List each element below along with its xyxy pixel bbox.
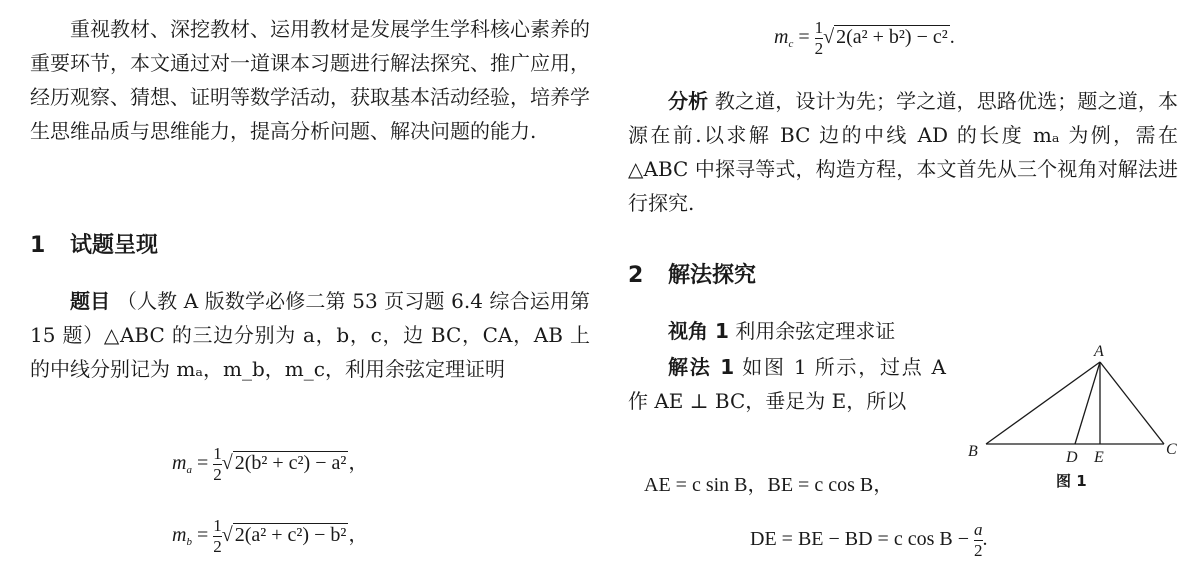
figure-1-caption: 图 1 (1056, 472, 1087, 490)
view-1-label: 视角 1 (668, 319, 729, 343)
view-1-text: 利用余弦定理求证 (735, 319, 896, 343)
label-a: A (1094, 343, 1104, 360)
view-1-line (628, 314, 958, 348)
section-1-number: 1 (30, 233, 46, 258)
section-2-title: 解法探究 (668, 263, 757, 288)
intro-paragraph: 重视教材、深挖教材、运用教材是发展学生学科核心素养的重要环节，本文通过对一道课本习题进行解法探究、推广应用，经历观察、猜想、证明等数学活动，获取基本活动经验，培养学生思维品质与思维能力，提高分析问题、解决问题的能力. (30, 17, 590, 143)
section-1-heading (30, 228, 158, 259)
analysis-text: 教之道，设计为先；学之道，思路优选；题之道，本源在前.以求解 BC 边的中线 AD 的长度 mₐ 为例，需在△ABC 中探寻等式，构造方程，本文首先从三个视角对解法进行探究. (628, 89, 1179, 215)
median-ad (1075, 362, 1100, 444)
fraction-half: $\frac{1}{2}$ (213, 444, 222, 484)
problem-label: 题目 (70, 289, 111, 313)
fraction-half: $\frac{1}{2}$ (814, 18, 824, 58)
figure-1-triangle (960, 336, 1190, 496)
solution-1-text: 如图 1 所示，过点 A 作 AE ⊥ BC，垂足为 E，所以 (628, 355, 946, 413)
label-b: B (968, 443, 978, 460)
label-e: E (1094, 449, 1104, 466)
side-ac (1100, 362, 1164, 444)
label-d: D (1066, 449, 1078, 466)
formula-ma: $m_a$ = $\frac{1}{2}$ √ 2(b² + c²) − a² ， (172, 444, 369, 484)
solution-1-paragraph (628, 350, 946, 418)
label-c: C (1166, 441, 1177, 458)
formula-mb: $m_b$ = $\frac{1}{2}$ √ 2(a² + c²) − b² ， (172, 516, 369, 556)
problem-paragraph (30, 284, 590, 386)
side-ab (986, 362, 1100, 444)
formula-mc: $m_c$ = $\frac{1}{2}$ √ 2(a² + b²) − c² . (774, 18, 955, 58)
analysis-paragraph (628, 84, 1178, 220)
problem-text: （人教 A 版数学必修二第 53 页习题 6.4 综合运用第 15 题）△ABC 的三边分别为 a，b，c，边 BC，CA，AB 上的中线分别记为 mₐ，m_b，m_c，利用余弦定理证明 (30, 289, 591, 381)
solution-1-label: 解法 1 (668, 355, 735, 379)
section-1-title: 试题呈现 (70, 233, 159, 258)
section-2-number: 2 (628, 263, 644, 288)
equation-ae-be: AE = c sin B，BE = c cos B， (644, 474, 894, 496)
equation-de: DE = BE − BD = c cos B − $\frac{a}{2}$ . (750, 520, 988, 560)
fraction-a-over-2: $\frac{a}{2}$ (974, 520, 983, 560)
analysis-label: 分析 (668, 89, 709, 113)
fraction-half: $\frac{1}{2}$ (213, 516, 222, 556)
section-2-heading (628, 258, 756, 289)
